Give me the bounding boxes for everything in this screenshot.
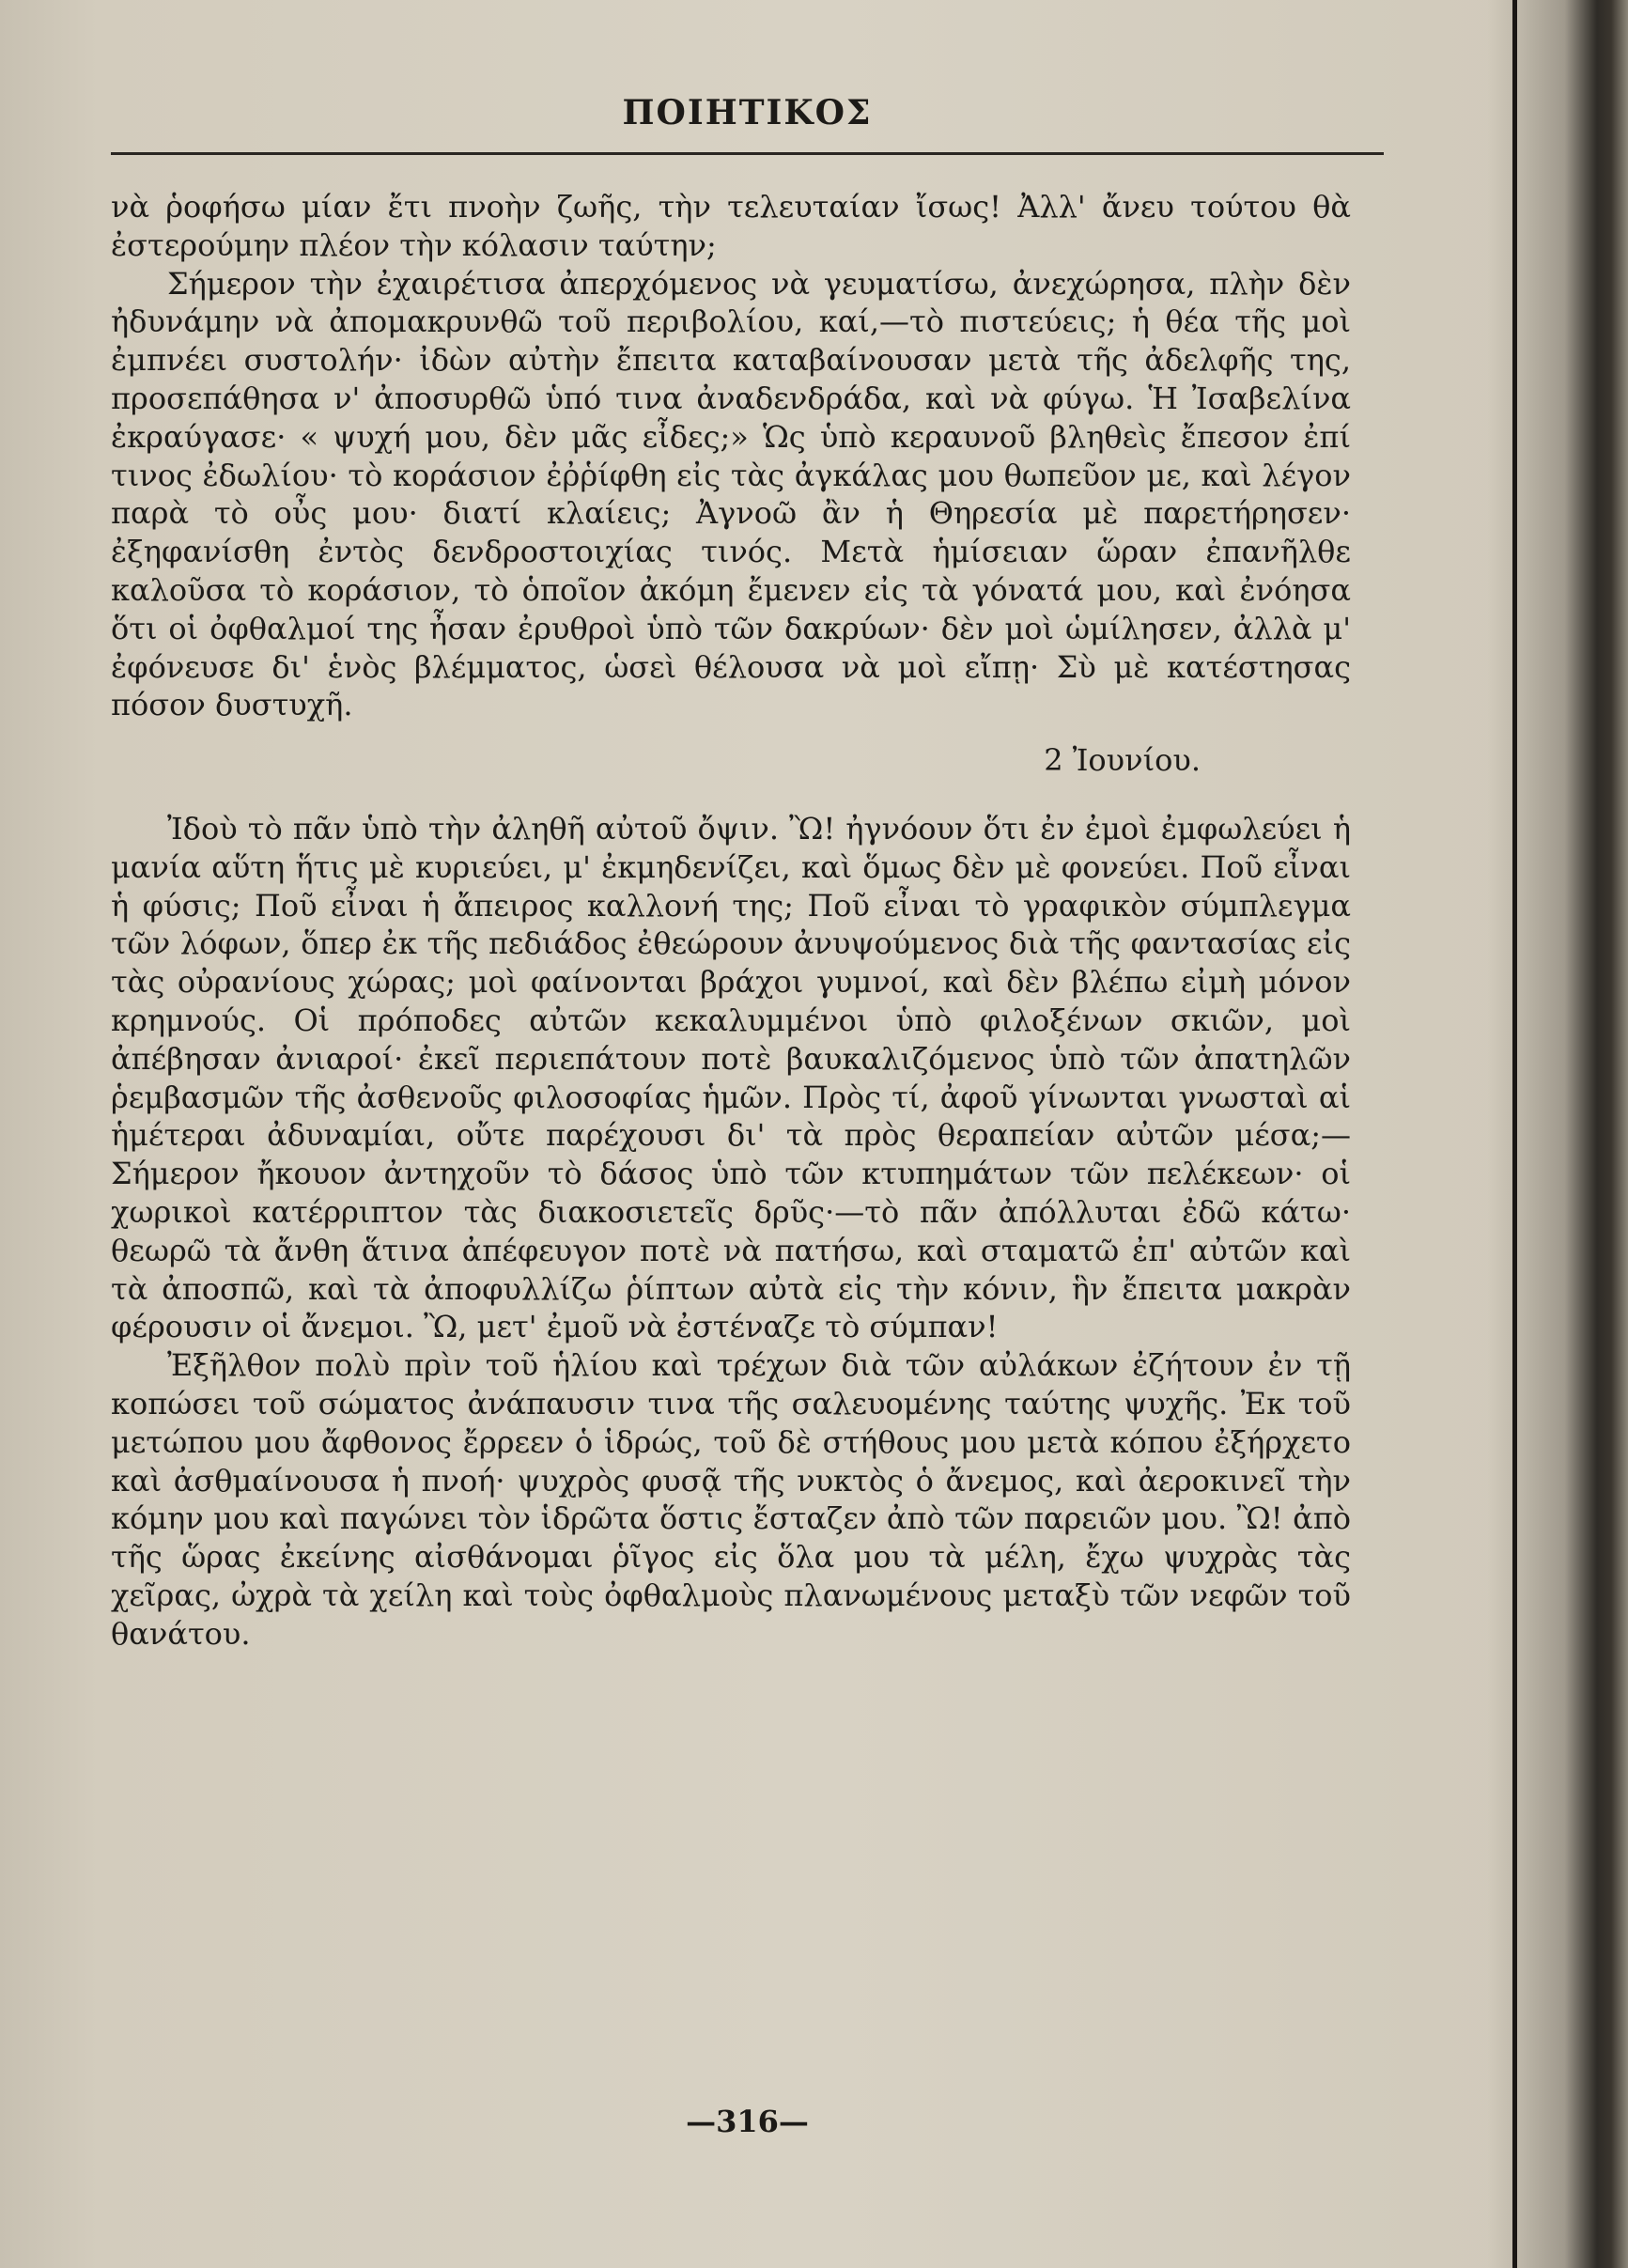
paragraph-2: Σήμερον τὴν ἐχαιρέτισα ἀπερχόμενος νὰ γευματίσω, ἀνεχώρησα, πλὴν δὲν ἠδυνάμην νὰ ἀπομακρυνθῶ τοῦ περιβολίου, καί,—τὸ πιστεύεις; ἡ θέα τῆς μοὶ ἐμπνέει συστολήν· ἰδὼν αὐτὴν ἔπειτα καταβαίνουσαν μετὰ τῆς ἀδελφῆς της, προσεπάθησα ν' ἀποσυρθῶ ὑπό τινα ἀναδενδράδα, καὶ νὰ φύγω. Ἡ Ἰσαβελίνα ἐκραύγασε· « ψυχή μου, δὲν μᾶς εἶδες;» Ὡς ὑπὸ κεραυνοῦ βληθεὶς ἔπεσον ἐπί τινος ἐδωλίου· τὸ κοράσιον ἐῤῥίφθη εἰς τὰς ἀγκάλας μου θωπεῦον με, καὶ λέγον παρὰ τὸ οὖς μου· διατί κλαίεις; Ἀγνοῶ ἂν ἡ Θηρεσία μὲ παρετήρησεν· ἐξηφανίσθη ἐντὸς δενδροστοιχίας τινός. Μετὰ ἡμίσειαν ὥραν ἐπανῆλθε καλοῦσα τὸ κοράσιον, τὸ ὁποῖον ἀκόμη ἔμενεν εἰς τὰ γόνατά μου, καὶ ἐνόησα ὅτι οἱ ὀφθαλμοί της ἦσαν ἐρυθροὶ ὑπὸ τῶν δακρύων· δὲν μοὶ ὡμίλησεν, ἀλλὰ μ' ἐφόνευσε δι' ἑνὸς βλέμματος, ὡσεὶ θέλουσα νὰ μοὶ εἴπῃ· Σὺ μὲ κατέστησας πόσον δυστυχῆ. [111,265,1351,723]
paragraph-4: Ἐξῆλθον πολὺ πρὶν τοῦ ἡλίου καὶ τρέχων διὰ τῶν αὐλάκων ἐζήτουν ἐν τῇ κοπώσει τοῦ σώματος ἀνάπαυσιν τινα τῆς σαλευομένης ταύτης ψυχῆς. Ἐκ τοῦ μετώπου μου ἄφθονος ἔρρεεν ὁ ἱδρώς, τοῦ δὲ στήθους μου μετὰ κόπου ἐξήρχετο καὶ ἀσθμαίνουσα ἡ πνοή· ψυχρὸς φυσᾷ τῆς νυκτὸς ὁ ἄνεμος, καὶ ἀεροκινεῖ τὴν κόμην μου καὶ παγώνει τὸν ἱδρῶτα ὅστις ἔσταζεν ἀπὸ τῶν παρειῶν μου. Ὢ! ἀπὸ τῆς ὥρας ἐκείνης αἰσθάνομαι ῥῖγος εἰς ὅλα μου τὰ μέλη, ἔχω ψυχρὰς τὰς χεῖρας, ὠχρὰ τὰ χείλη καὶ τοὺς ὀφθαλμοὺς πλανωμένους μεταξὺ τῶν νεφῶν τοῦ θανάτου. [111,1347,1351,1652]
body-text [111,188,1351,1653]
book-spine-edge [1512,0,1517,2268]
book-page [111,85,1384,2208]
header-rule [111,152,1384,155]
book-spine-shadow [1487,0,1628,2268]
paragraph-1: νὰ ῥοφήσω μίαν ἔτι πνοὴν ζωῆς, τὴν τελευταίαν ἴσως! Ἀλλ' ἄνευ τούτου θὰ ἐστερούμην πλέον τὴν κόλασιν ταύτην; [111,189,1351,263]
date-line: 2 Ἰουνίου. [1044,742,1201,779]
paragraph-3: Ἰδοὺ τὸ πᾶν ὑπὸ τὴν ἀληθῆ αὐτοῦ ὄψιν. Ὢ! ἠγνόουν ὅτι ἐν ἐμοὶ ἐμφωλεύει ἡ μανία αὕτη ἥτις μὲ κυριεύει, μ' ἐκμηδενίζει, καὶ ὅμως δὲν μὲ φονεύει. Ποῦ εἶναι ἡ φύσις; Ποῦ εἶναι ἡ ἄπειρος καλλονή της; Ποῦ εἶναι τὸ γραφικὸν σύμπλεγμα τῶν λόφων, ὅπερ ἐκ τῆς πεδιάδος ἐθεώρουν ἀνυψούμενος διὰ τῆς φαντασίας εἰς τὰς οὐρανίους χώρας; μοὶ φαίνονται βράχοι γυμνοί, καὶ δὲν βλέπω εἰμὴ μόνον κρημνούς. Οἱ πρόποδες αὐτῶν κεκαλυμμένοι ὑπὸ φιλοξένων σκιῶν, μοὶ ἀπέβησαν ἀνιαροί· ἐκεῖ περιεπάτουν ποτὲ βαυκαλιζόμενος ὑπὸ τῶν ἀπατηλῶν ῥεμβασμῶν τῆς ἀσθενοῦς φιλοσοφίας ἡμῶν. Πρὸς τί, ἀφοῦ γίνωνται γνωσταὶ αἱ ἡμέτεραι ἀδυναμίαι, οὔτε παρέχουσι δι' τὰ πρὸς θεραπείαν αὐτῶν μέσα;—Σήμερον ἤκουον ἀντηχοῦν τὸ δάσος ὑπὸ τῶν κτυπημάτων τῶν πελέκεων· οἱ χωρικοὶ κατέρριπτον τὰς διακοσιετεῖς δρῦς·—τὸ πᾶν ἀπόλλυται ἐδῶ κάτω· θεωρῶ τὰ ἄνθη ἅτινα ἀπέφευγον ποτὲ νὰ πατήσω, καὶ σταματῶ ἐπ' αὐτῶν καὶ τὰ ἀποσπῶ, καὶ τὰ ἀποφυλλίζω ῥίπτων αὐτὰ εἰς τὴν κόνιν, ἣν ἔπειτα μακρὰν φέρουσιν οἱ ἄνεμοι. Ὢ, μετ' ἐμοῦ νὰ ἐστέναζε τὸ σύμπαν! [111,810,1351,1345]
page-number: —316— [686,2104,809,2139]
running-title: ΠΟΙΗΤΙΚΟΣ [622,93,873,132]
